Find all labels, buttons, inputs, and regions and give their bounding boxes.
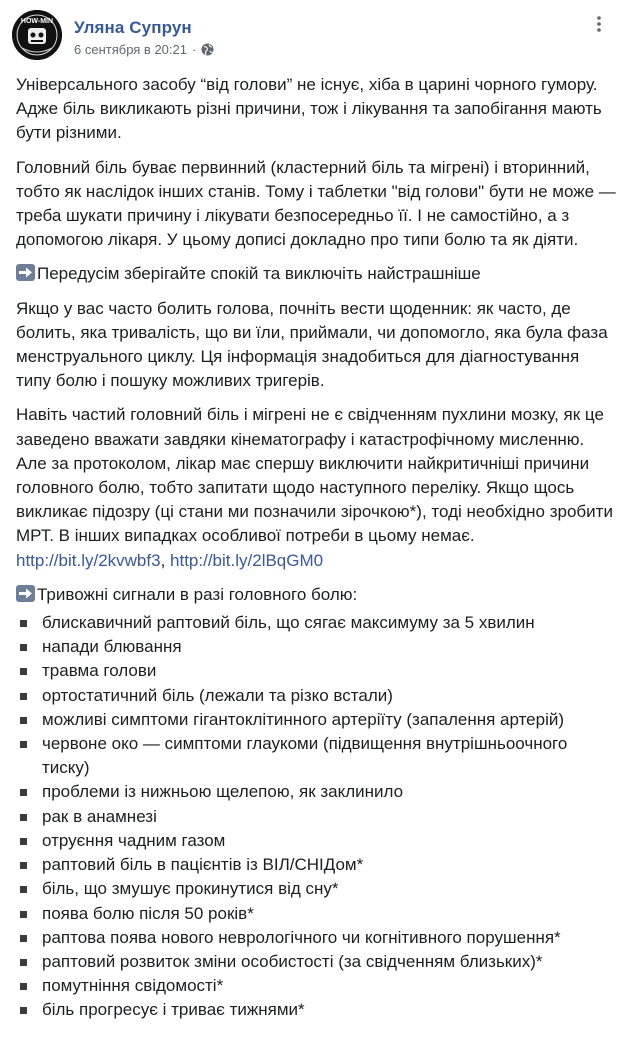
heading-warning-signs-text: Тривожні сигнали в разі головного болю: [37, 584, 358, 604]
bullet-square-icon [20, 668, 27, 675]
list-item [16, 684, 616, 708]
post-timestamp-link[interactable]: 6 сентября в 20:21 [74, 42, 187, 57]
list-item [16, 926, 616, 950]
meta-separator: · [191, 42, 197, 57]
source-link-1[interactable]: http://bit.ly/2kvwbf3 [16, 550, 161, 570]
list-item [16, 853, 616, 877]
post-body [16, 73, 616, 1023]
list-item [16, 950, 616, 974]
list-item-text: можливі симптоми гігантоклітинного артеріїту (запалення артерій) [42, 709, 565, 729]
list-item-text: червоне око — симптоми глаукоми (підвищення внутрішньоочного тиску) [42, 734, 568, 778]
right-arrow-emoji-icon [16, 264, 35, 281]
paragraph-types: Головний біль буває первинний (кластерний біль та мігрені) і вторинний, тобто як наслідок інших станів. Тому і таблетки "від голови" бути не може — треба шукати причину і лікувати безпосередньо її. І не самостійно, а з допомогою лікаря. У цьому дописі докладно про типи болю та як діяти. [16, 157, 616, 250]
paragraph-protocol-text: Навіть частий головний біль і мігрені не є свідченням пухлини мозку, як це заведено вважати завдяки кінематографу і катастрофічному мисленню. Але за протоколом, лікар має спершу виключити найкритичніші причини головного болю, тобто запитати щодо наступного переліку. Якщо щось викликає підозру (ці стани ми позначили зірочкою*), тоді необхідно зробити МРТ. В інших випадках особливої потреби в цьому немає. [16, 405, 613, 546]
bullet-square-icon [20, 741, 27, 748]
list-item-text: проблеми із нижньою щелепою, як заклинило [42, 782, 404, 802]
author-avatar[interactable] [12, 10, 62, 60]
list-item [16, 732, 616, 780]
globe-icon[interactable] [201, 43, 214, 56]
source-link-2[interactable]: http://bit.ly/2lBqGM0 [170, 550, 324, 570]
bullet-square-icon [20, 983, 27, 990]
bullet-square-icon [20, 717, 27, 724]
right-arrow-emoji-icon [16, 585, 35, 602]
heading-stay-calm [16, 262, 616, 286]
avatar-logo-icon [12, 10, 62, 60]
link-separator: , [160, 550, 171, 570]
bullet-square-icon [20, 862, 27, 869]
bullet-square-icon [20, 911, 27, 918]
paragraph-intro: Універсального засобу “від голови” не існує, хіба в царині чорного гумору. Адже біль викликають різні причини, тож і лікування та запобігання мають бути різними. [16, 75, 602, 143]
author-name-link[interactable]: Уляна Супрун [74, 18, 192, 37]
list-item-text: раптовий розвиток зміни особистості (за свідченням близьких)* [42, 951, 543, 971]
paragraph-diary: Якщо у вас часто болить голова, почніть вести щоденник: як часто, де болить, яка тривалість, що ви їли, приймали, чи допомогло, яка була фаза менструального циклу. Ця інформація знадобиться для діагностування типу болю і пошуку можливих тригерів. [16, 298, 608, 391]
list-item [16, 611, 616, 635]
list-item [16, 998, 616, 1022]
list-item [16, 708, 616, 732]
list-item-text: отруєння чадним газом [42, 830, 226, 850]
list-item-text: біль, що змушує прокинутися від сну* [42, 879, 339, 899]
heading-warning-signs [16, 583, 616, 607]
bullet-square-icon [20, 838, 27, 845]
post-meta [74, 42, 214, 57]
list-item [16, 635, 616, 659]
more-options-icon[interactable] [589, 14, 609, 34]
paragraph-protocol [16, 403, 616, 572]
bullet-square-icon [20, 620, 27, 627]
bullet-square-icon [20, 814, 27, 821]
list-item-text: травма голови [42, 661, 157, 681]
list-item [16, 829, 616, 853]
bullet-square-icon [20, 693, 27, 700]
list-item [16, 659, 616, 683]
bullet-square-icon [20, 959, 27, 966]
bullet-square-icon [20, 789, 27, 796]
warning-signs-list [16, 611, 616, 1022]
list-item-text: напади блювання [42, 637, 182, 657]
list-item-text: раптова поява нового неврологічного чи когнітивного порушення* [42, 927, 561, 947]
bullet-square-icon [20, 935, 27, 942]
post-header [12, 10, 613, 62]
bullet-square-icon [20, 886, 27, 893]
list-item [16, 780, 616, 804]
list-item-text: поява болю після 50 років* [42, 903, 254, 923]
list-item [16, 877, 616, 901]
heading-stay-calm-text: Передусім зберігайте спокій та виключіть найстрашніше [37, 264, 481, 284]
list-item-text: раптовий біль в пацієнтів із ВІЛ/СНІДом* [42, 855, 364, 875]
bullet-square-icon [20, 1007, 27, 1014]
list-item [16, 805, 616, 829]
list-item [16, 902, 616, 926]
list-item-text: ортостатичний біль (лежали та різко встали) [42, 685, 393, 705]
list-item-text: біль прогресує і триває тижнями* [42, 1000, 305, 1020]
svg-text:HOW-MIN: HOW-MIN [20, 18, 54, 25]
list-item-text: помутніння свідомості* [42, 976, 224, 996]
list-item-text: блискавичний раптовий біль, що сягає максимуму за 5 хвилин [42, 613, 535, 633]
list-item-text: рак в анамнезі [42, 806, 157, 826]
bullet-square-icon [20, 644, 27, 651]
list-item [16, 974, 616, 998]
